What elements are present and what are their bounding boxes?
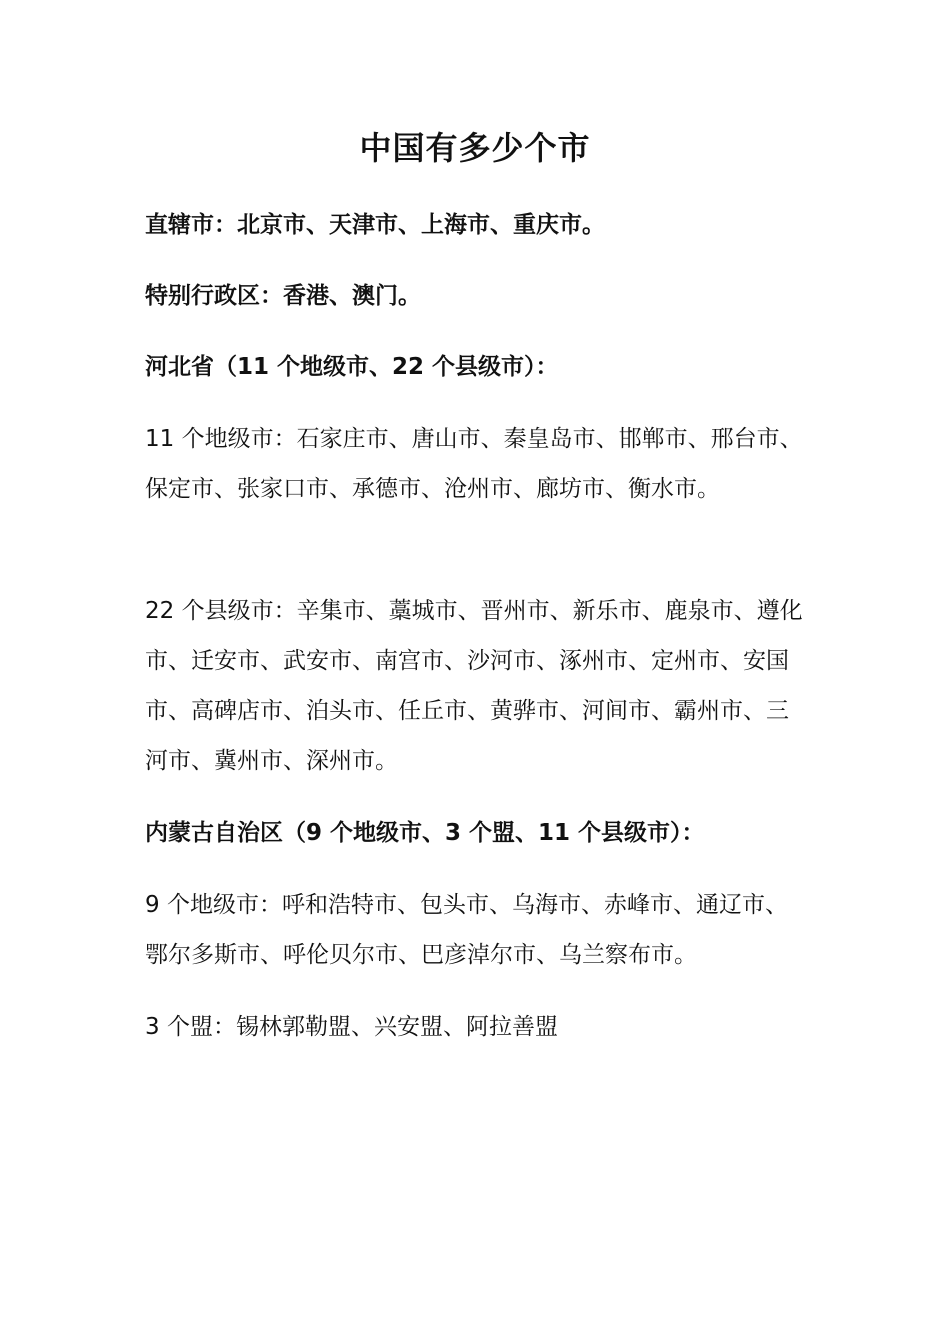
hebei-prefecture-paragraph — [145, 414, 810, 514]
inner-mongolia-heading: 内蒙古自治区（9 个地级市、3 个盟、11 个县级市）： — [145, 820, 705, 846]
hebei-county-list: 辛集市、藁城市、晋州市、新乐市、鹿泉市、遵化市、迁安市、武安市、南宫市、沙河市、涿州市、定州市、安国市、高碑店市、泊头市、任丘市、黄骅市、河间市、霸州市、三河市、冀州市、深州市。 — [145, 598, 803, 774]
hebei-county-label: 22 个县级市： — [145, 598, 297, 624]
hebei-prefecture-label: 11 个地级市： — [145, 426, 297, 452]
leagues-label: 3 个盟： — [145, 1014, 236, 1040]
inner-mongolia-prefecture-list: 呼和浩特市、包头市、乌海市、赤峰市、通辽市、鄂尔多斯市、呼伦贝尔市、巴彦淖尔市、乌兰察布市。 — [145, 892, 788, 968]
hebei-county-paragraph — [145, 586, 810, 786]
municipalities-heading: 直辖市：北京市、天津市、上海市、重庆市。 — [145, 212, 605, 238]
inner-mongolia-prefecture-label: 9 个地级市： — [145, 892, 282, 918]
sar-heading: 特别行政区：香港、澳门。 — [145, 283, 421, 309]
hebei-heading: 河北省（11 个地级市、22 个县级市）： — [145, 354, 559, 380]
leagues-list: 锡林郭勒盟、兴安盟、阿拉善盟 — [235, 1014, 558, 1040]
document-title: 中国有多少个市 — [359, 129, 591, 167]
leagues-paragraph — [145, 1002, 810, 1052]
inner-mongolia-prefecture-paragraph — [145, 880, 810, 980]
hebei-prefecture-list: 石家庄市、唐山市、秦皇岛市、邯郸市、邢台市、保定市、张家口市、承德市、沧州市、廊坊市、衡水市。 — [145, 426, 803, 502]
